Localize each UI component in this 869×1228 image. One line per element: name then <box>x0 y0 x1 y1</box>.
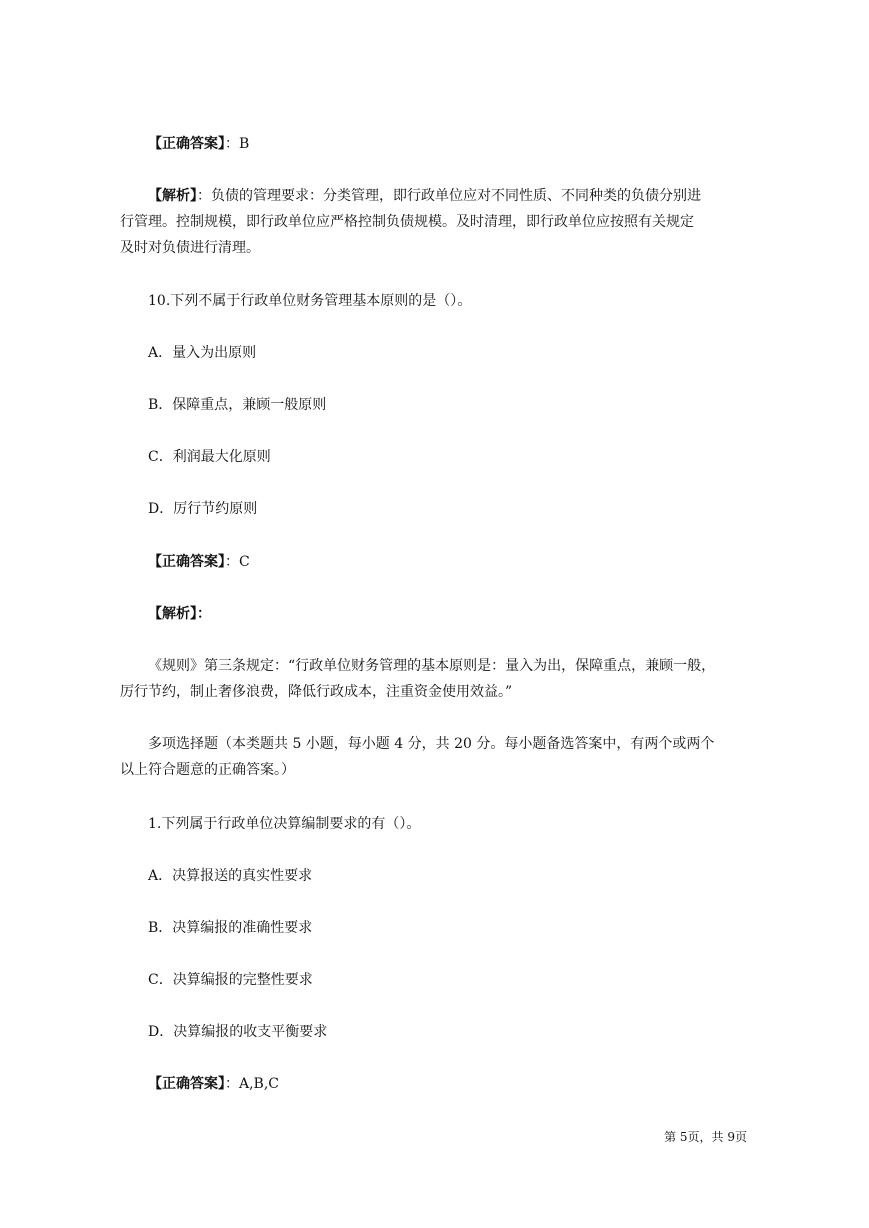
answer-label: 【正确答案】 <box>148 136 225 152</box>
question-10: 10.下列不属于行政单位财务管理基本原则的是（）。 <box>148 293 472 309</box>
option-a: A．量入为出原则 <box>148 345 257 361</box>
option-b: B．保障重点，兼顾一般原则 <box>148 397 327 413</box>
option-b: B．决算编报的准确性要求 <box>148 920 313 936</box>
analysis-label: 【解析】 <box>148 606 197 622</box>
instruction-text-line: 以上符合题意的正确答案。） <box>120 762 295 778</box>
answer-label: 【正确答案】 <box>148 554 225 570</box>
option-c: C．利润最大化原则 <box>148 449 271 465</box>
answer-value: ：A,B,C <box>225 1076 280 1092</box>
option-a: A．决算报送的真实性要求 <box>148 868 313 884</box>
option-c: C．决算编报的完整性要求 <box>148 972 313 988</box>
analysis-paragraph-1 <box>120 183 752 261</box>
option-d: D．厉行节约原则 <box>148 501 258 517</box>
answer-line-2 <box>148 549 752 575</box>
page-number: 第 5页，共 9页 <box>664 1130 747 1144</box>
option-d: D．决算编报的收支平衡要求 <box>148 1024 328 1040</box>
instruction-text-line: 多项选择题（本类题共 5 小题，每小题 4 分，共 20 分。每小题备选答案中，有两个或两个 <box>148 736 715 752</box>
answer-value: ：C <box>225 554 250 570</box>
analysis-text-line: 厉行节约，制止奢侈浪费，降低行政成本，注重资金使用效益。” <box>120 684 513 700</box>
analysis-text-line: ：负债的管理要求：分类管理，即行政单位应对不同性质、不同种类的负债分别进 <box>197 188 701 204</box>
analysis-label: 【解析】 <box>148 188 197 204</box>
multi-choice-instructions <box>120 731 752 783</box>
question-1: 1.下列属于行政单位决算编制要求的有（）。 <box>148 816 421 832</box>
answer-line-1 <box>148 131 752 157</box>
analysis-text-line: 行管理。控制规模，即行政单位应严格控制负债规模。及时清理，即行政单位应按照有关规定 <box>120 214 694 230</box>
answer-line-3 <box>148 1071 752 1097</box>
analysis-text-line: 及时对负债进行清理。 <box>120 240 260 256</box>
analysis-heading-2 <box>148 601 752 627</box>
analysis-text-line: 《规则》第三条规定：“行政单位财务管理的基本原则是：量入为出，保障重点，兼顾一般， <box>148 658 716 674</box>
analysis-colon: ： <box>197 606 211 622</box>
answer-value: ：B <box>225 136 250 152</box>
analysis-paragraph-2 <box>120 653 752 705</box>
answer-label: 【正确答案】 <box>148 1076 225 1092</box>
